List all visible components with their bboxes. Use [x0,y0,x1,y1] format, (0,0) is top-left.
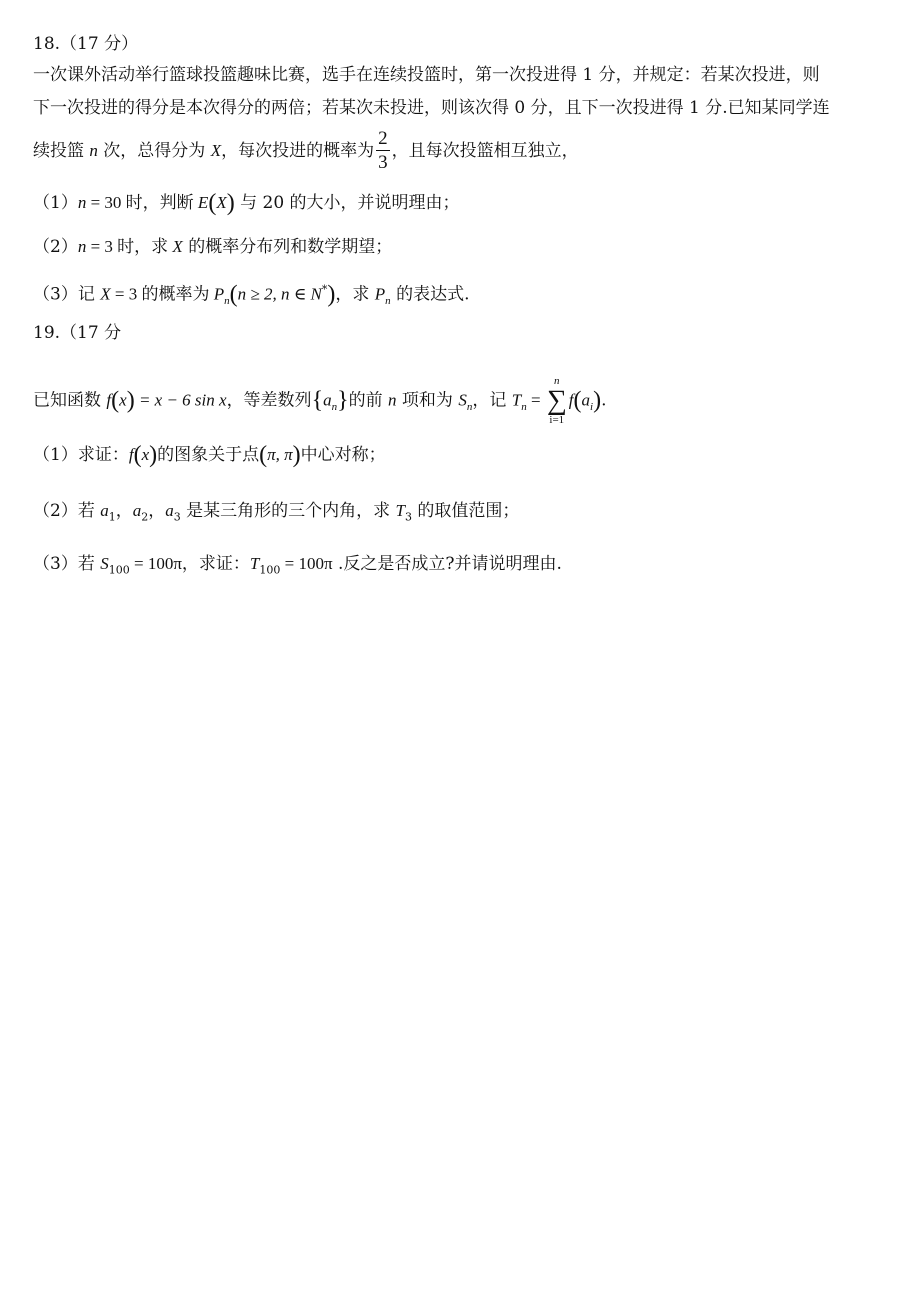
q19-part1 [33,444,386,466]
part-label: （2） [33,501,78,521]
math-var: X [100,284,111,304]
paren: ) [292,442,301,468]
part-text: 的取值范围； [412,501,520,521]
part-text: = 3 的概率为 [110,284,214,304]
math-var: n [77,237,87,256]
part-text: 中心对称； [300,445,386,465]
sum-lower-limit: i=1 [549,414,565,426]
q18-stem-line2 [33,97,830,119]
q19-header-text: 19.（17 分 [33,323,122,343]
fraction-denominator: 3 [378,152,388,173]
math-subscript: 100 [108,563,130,577]
part-text: 的表达式. [390,284,470,305]
paren: ) [327,281,336,308]
part-label: （3） [33,554,78,574]
fraction-numerator: 2 [378,128,388,149]
math-expression: = 100π [129,554,182,573]
paren: ) [149,442,158,468]
q18-part3 [33,279,469,312]
math-var: a [132,501,142,520]
paren: ( [259,442,268,468]
paren: ) [126,387,135,414]
part-label: （1） [33,445,78,465]
q18-part1 [33,192,460,214]
stem-text: 已知函数 [33,390,107,411]
q19-stem [33,376,606,426]
math-var: x [141,445,150,464]
math-expression: π, π [267,445,293,464]
math-var: a [100,501,109,520]
part-text: 若 [77,554,101,574]
math-var: n [77,193,87,212]
part-label: （2） [33,237,78,257]
paren: ( [208,190,217,216]
math-var: S [458,390,467,410]
math-var: f [106,390,112,410]
math-subscript: n [385,295,391,308]
paren: ( [229,281,238,308]
paren: ( [111,387,120,414]
part-label: （1） [33,193,78,213]
q18-part2 [33,236,392,258]
math-var: P [213,284,225,304]
q18-stem-text: ，且每次投篮相互独立， [391,141,579,161]
part-text: 求证： [77,445,129,465]
math-var: x [119,390,127,410]
q18-stem-line1-text: 一次课外活动举行篮球投篮趣味比赛，选手在连续投篮时，第一次投进得 1 分，并规定：若某次投进，则 [33,65,820,85]
math-subscript: n [466,400,473,413]
math-subscript: 100 [259,563,281,577]
math-var: T [249,554,260,573]
q18-stem-line3 [33,128,579,175]
part-text: 若 [77,501,101,521]
q19-header [33,322,121,344]
math-var: n [388,390,397,410]
part-text: ，求 [335,284,375,305]
math-superscript: * [321,283,328,296]
math-var: P [374,284,386,304]
math-var: a [323,390,332,410]
math-subscript: 2 [141,510,149,524]
sum-upper-limit: n [554,375,560,387]
q18-stem-line1 [33,64,820,86]
math-expression: = 100π [280,554,333,573]
part-text: 是某三角形的三个内角，求 [180,501,396,521]
math-subscript: 3 [405,510,413,524]
stem-text: ，记 [472,390,512,411]
q19-part2 [33,500,519,528]
q18-stem-line2-text: 下一次投进的得分是本次得分的两倍；若某次未投进，则该次得 0 分，且下一次投进得 1 分.已知某同学连 [33,98,830,118]
math-subscript: 1 [108,510,116,524]
q19-part3 [33,553,562,581]
math-var: T [511,390,522,410]
part-text: 与 20 的大小，并说明理由； [234,193,460,213]
math-subscript: n [224,295,230,308]
math-var: T [395,501,406,520]
brace: } [337,387,349,414]
math-var: a [165,501,174,520]
stem-text: 的前 [348,390,389,411]
q18-stem-text: 续投篮 [33,141,90,161]
summation-symbol [547,376,567,426]
paren: ( [573,387,582,414]
math-var: E [197,193,209,212]
q18-stem-text: ，每次投进的概率为 [221,141,375,161]
part-text: 的图象关于点 [157,445,260,465]
part-text: ， [148,501,166,521]
sigma-icon: ∑ [546,385,567,416]
math-subscript: n [521,400,527,413]
math-expression: = x − 6 sin x [134,390,227,410]
part-label: （3） [33,284,78,305]
part-text: ，求证： [181,554,250,574]
math-var: a [581,390,591,410]
q18-header-text: 18.（17 分） [33,34,139,54]
part-text: = 30 时，判断 [86,193,198,212]
q18-var-X: X [210,141,222,160]
part-text: ， [115,501,133,521]
paren: ) [226,190,235,216]
part-text: 的概率分布列和数学期望； [182,237,393,257]
q18-var-n: n [89,141,98,160]
math-subscript: 3 [173,510,181,524]
math-subscript: i [590,400,594,413]
math-var: X [216,193,227,212]
paren: ) [593,387,602,414]
stem-text: 项和为 [396,390,459,411]
q18-probability-fraction [376,128,390,175]
q18-header [33,33,138,55]
part-text: 记 [77,284,101,305]
math-subscript: n [331,400,338,413]
math-operator: = [526,390,545,410]
stem-text: ，等差数列 [226,390,312,411]
stem-text: . [601,390,607,411]
math-var: X [172,237,183,256]
math-var: S [100,554,109,573]
math-var: f [568,390,574,410]
math-expression: n ≥ 2, n ∈ N [237,284,322,304]
q18-stem-text: 次，总得分为 [97,141,211,161]
part-text: = 3 时，求 [86,237,173,256]
brace: { [311,387,324,414]
part-text: .反之是否成立?并请说明理由. [332,554,562,574]
math-var: f [128,445,134,464]
paren: ( [133,442,142,468]
